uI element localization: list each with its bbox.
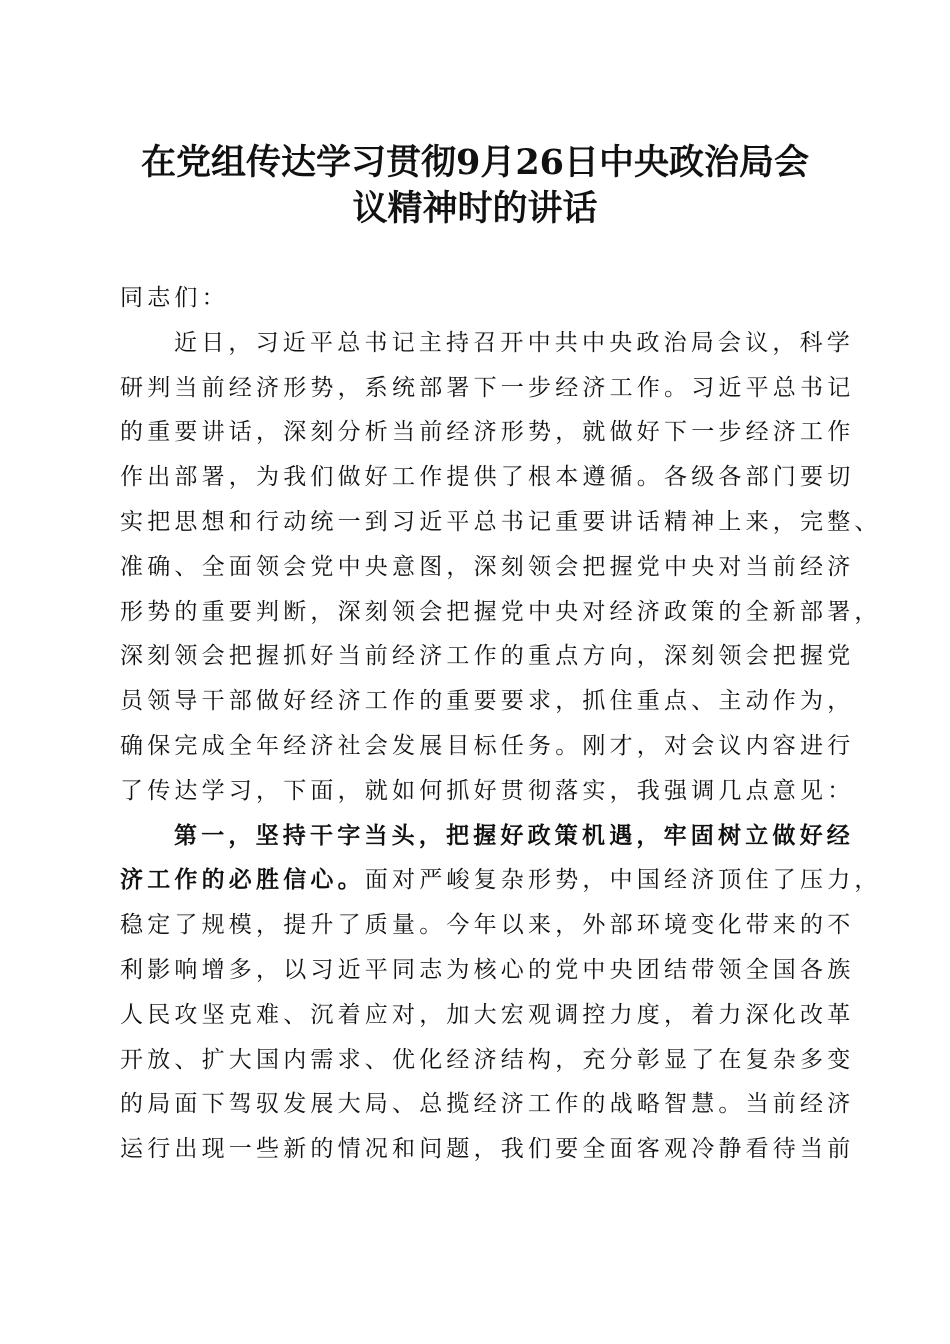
paragraph-1-line: 实把思想和行动统一到习近平总书记重要讲话精神上来，完整、 (120, 508, 882, 535)
paragraph-1-line: 员领导干部做好经济工作的重要要求，抓住重点、主动作为， (120, 688, 855, 715)
section-heading-line-1: 第一，坚持干字当头，把握好政策机遇，牢固树立做好经 (174, 822, 854, 849)
paragraph-1-line: 研判当前经济形势，系统部署下一步经济工作。习近平总书记 (120, 374, 855, 401)
document-body (120, 276, 882, 1172)
document-title (100, 140, 850, 232)
paragraph-1-line: 深刻领会把握抓好当前经济工作的重点方向，深刻领会把握党 (120, 643, 855, 670)
title-line-1: 在党组传达学习贯彻9月26日中央政治局会 (140, 142, 810, 183)
section-heading-bold-part: 济工作的必胜信心。 (120, 867, 365, 894)
paragraph-1-line: 了传达学习，下面，就如何抓好贯彻落实，我强调几点意见： (120, 777, 855, 804)
paragraph-1-line: 的重要讲话，深刻分析当前经济形势，就做好下一步经济工作 (120, 419, 855, 446)
title-line-2: 议精神时的讲话 (352, 188, 598, 229)
paragraph-2-line: 利影响增多，以习近平同志为核心的党中央团结带领全国各族 (120, 956, 855, 983)
paragraph-1-line: 作出部署，为我们做好工作提供了根本遵循。各级各部门要切 (120, 464, 855, 491)
salutation: 同志们： (120, 285, 229, 311)
paragraph-2-line: 运行出现一些新的情况和问题，我们要全面客观冷静看待当前 (120, 1136, 855, 1163)
paragraph-1-line: 近日，习近平总书记主持召开中共中央政治局会议，科学 (174, 329, 854, 356)
section-heading-line-2 (120, 858, 882, 903)
paragraph-2-line: 开放、扩大国内需求、优化经济结构，充分彰显了在复杂多变 (120, 1046, 855, 1073)
paragraph-1-line: 确保完成全年经济社会发展目标任务。刚才，对会议内容进行 (120, 732, 855, 759)
paragraph-2-line: 人民攻坚克难、沉着应对，加大宏观调控力度，着力深化改革 (120, 1001, 855, 1028)
paragraph-1-line: 形势的重要判断，深刻领会把握党中央对经济政策的全新部署， (120, 598, 882, 625)
paragraph-1-line: 准确、全面领会党中央意图，深刻领会把握党中央对当前经济 (120, 553, 855, 580)
paragraph-2-line: 的局面下驾驭发展大局、总揽经济工作的战略智慧。当前经济 (120, 1091, 855, 1118)
paragraph-2-line: 稳定了规模，提升了质量。今年以来，外部环境变化带来的不 (120, 912, 855, 939)
section-heading-rest: 面对严峻复杂形势，中国经济顶住了压力， (364, 867, 882, 894)
